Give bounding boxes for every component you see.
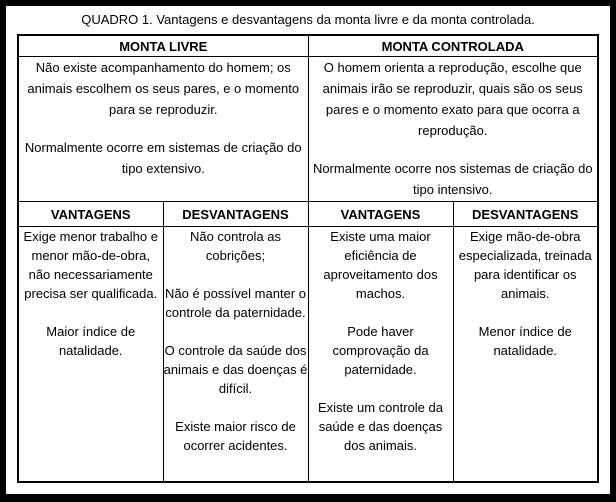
description-monta-livre bbox=[18, 57, 308, 202]
paragraph: Exige menor trabalho e menor mão-de-obra, não necessariamente precisa ser qualificada. bbox=[23, 229, 158, 301]
description-row bbox=[18, 57, 598, 202]
paragraph: Existe um controle da saúde e das doenças dos animais. bbox=[317, 400, 443, 453]
paragraph: Pode haver comprovação da paternidade. bbox=[332, 324, 429, 377]
sub-header-row bbox=[18, 202, 598, 227]
header-monta-controlada: MONTA CONTROLADA bbox=[308, 35, 598, 57]
paragraph: Normalmente ocorre nos sistemas de criação do tipo intensivo. bbox=[312, 161, 593, 197]
table-caption: QUADRO 1. Vantagens e desvantagens da monta livre e da monta controlada. bbox=[81, 12, 535, 27]
paragraph: Exige mão-de-obra especializada, treinada para identificar os animais. bbox=[458, 229, 592, 301]
cell-desvantagens-livre bbox=[163, 227, 308, 483]
header-monta-livre: MONTA LIVRE bbox=[18, 35, 308, 57]
cell-desvantagens-controlada bbox=[453, 227, 598, 483]
cell-vantagens-controlada bbox=[308, 227, 453, 483]
paragraph: Não é possível manter o controle da paternidade. bbox=[165, 286, 306, 320]
subheader-vantagens-livre: VANTAGENS bbox=[18, 202, 163, 227]
subheader-desvantagens-livre: DESVANTAGENS bbox=[163, 202, 308, 227]
content-row bbox=[18, 227, 598, 483]
paragraph: Normalmente ocorre em sistemas de criação do tipo extensivo. bbox=[24, 140, 302, 176]
subheader-desvantagens-controlada: DESVANTAGENS bbox=[453, 202, 598, 227]
main-header-row bbox=[18, 35, 598, 57]
paragraph: Não controla as cobrições; bbox=[189, 229, 282, 263]
cell-vantagens-livre bbox=[18, 227, 163, 483]
subheader-vantagens-controlada: VANTAGENS bbox=[308, 202, 453, 227]
paragraph: O homem orienta a reprodução, escolhe que animais irão se reproduzir, quais são os seus pares e o momento exato para que ocorra a reprodução. bbox=[322, 60, 583, 138]
paragraph: Não existe acompanhamento do homem; os animais escolhem os seus pares, e o momento para se reproduzir. bbox=[27, 60, 300, 117]
comparison-table bbox=[17, 34, 599, 483]
paragraph: O controle da saúde dos animais e das doenças é difícil. bbox=[163, 343, 308, 396]
paragraph: Maior índice de natalidade. bbox=[46, 324, 136, 358]
paragraph: Existe maior risco de ocorrer acidentes. bbox=[175, 419, 296, 453]
paragraph: Menor índice de natalidade. bbox=[478, 324, 572, 358]
paragraph: Existe uma maior eficiência de aproveitamento dos machos. bbox=[323, 229, 438, 301]
description-monta-controlada bbox=[308, 57, 598, 202]
